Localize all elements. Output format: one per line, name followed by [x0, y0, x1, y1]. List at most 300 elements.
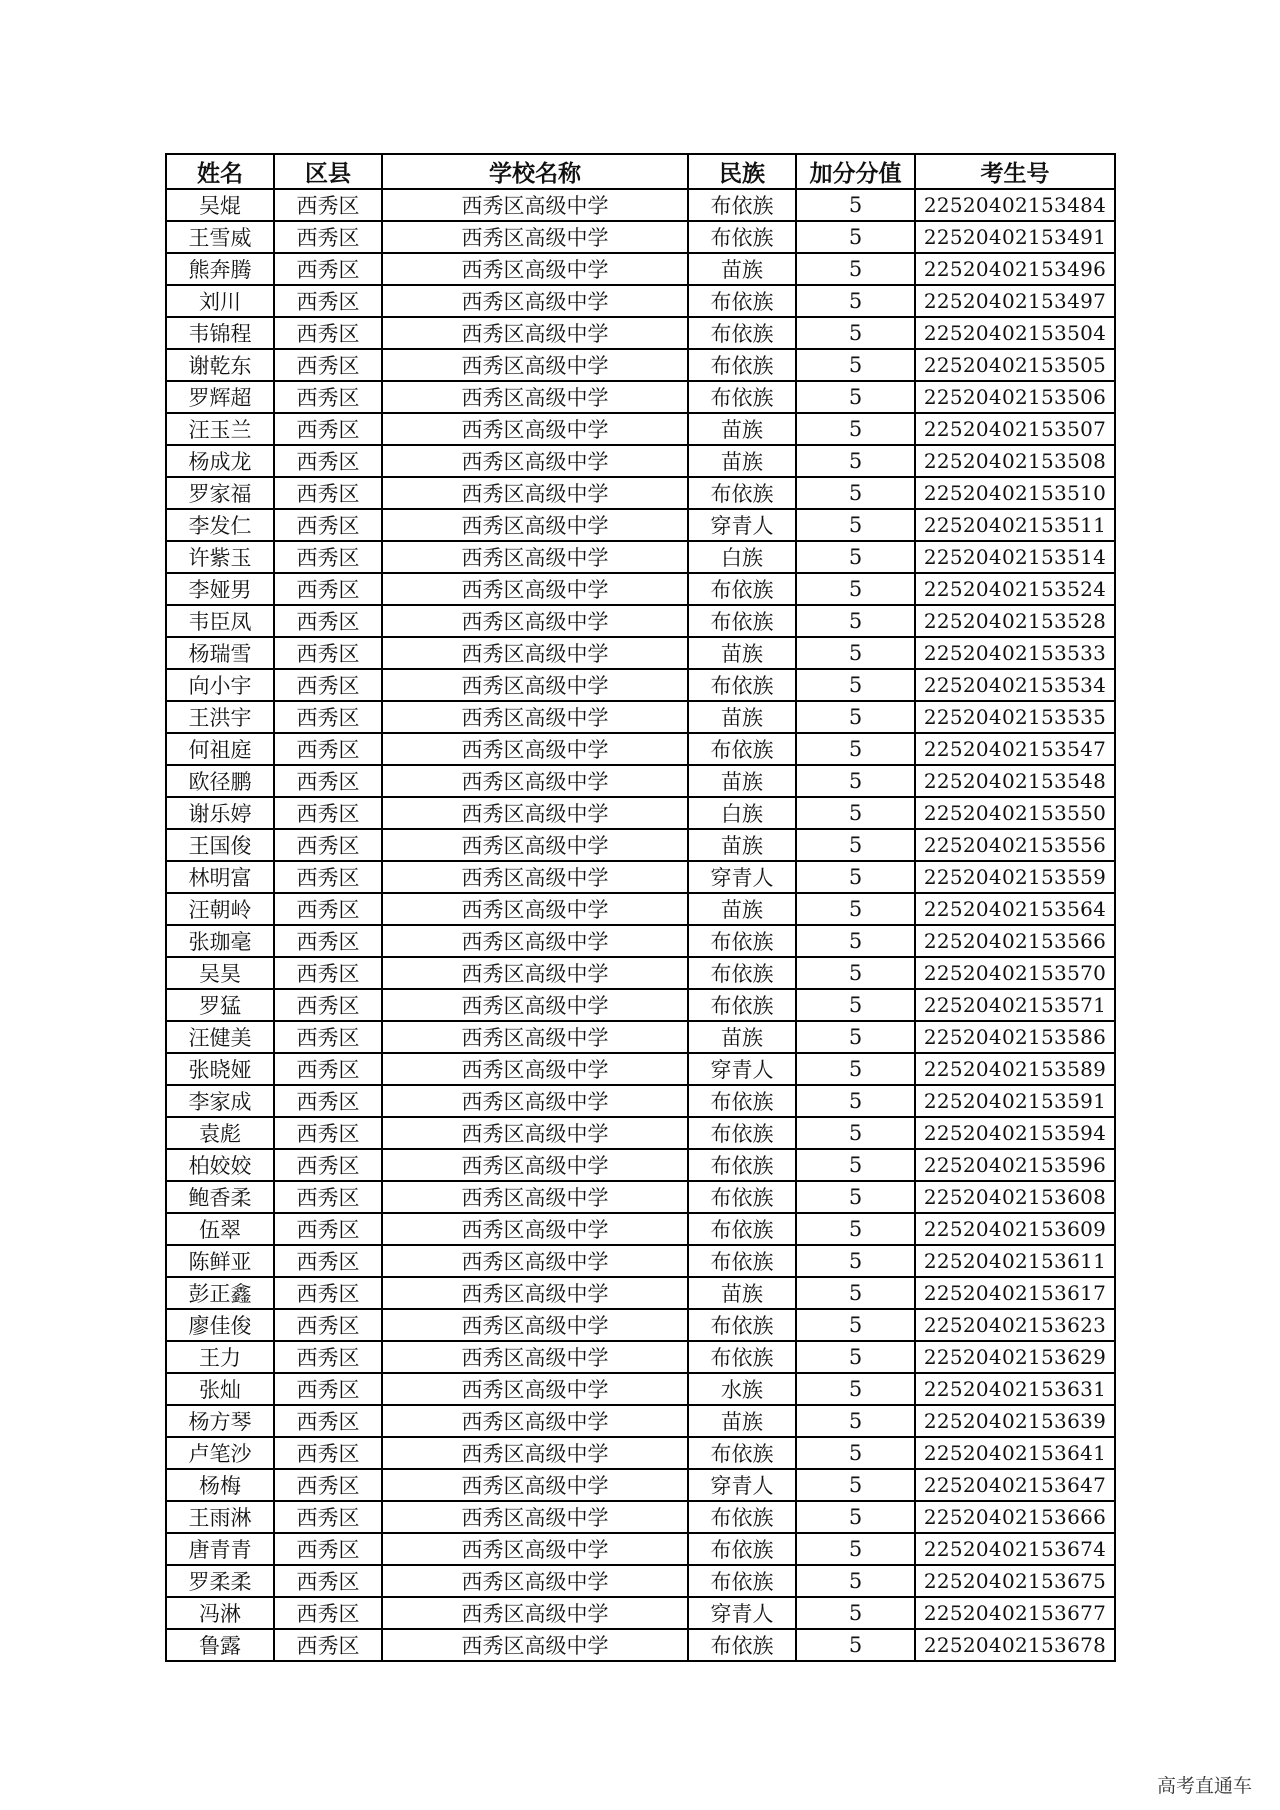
- table-row: [166, 1149, 1115, 1181]
- cell-name: 吴焜: [166, 189, 274, 221]
- cell-exam-number: 22520402153611: [915, 1245, 1115, 1277]
- cell-ethnicity: 布依族: [688, 1085, 796, 1117]
- cell-exam-number: 22520402153589: [915, 1053, 1115, 1085]
- cell-name: 彭正鑫: [166, 1277, 274, 1309]
- cell-district: 西秀区: [274, 1373, 382, 1405]
- cell-bonus: 5: [796, 1181, 915, 1213]
- cell-school: 西秀区高级中学: [382, 317, 688, 349]
- cell-district: 西秀区: [274, 1597, 382, 1629]
- cell-bonus: 5: [796, 605, 915, 637]
- cell-exam-number: 22520402153491: [915, 221, 1115, 253]
- watermark-text: 高考直通车: [1156, 1775, 1252, 1797]
- cell-name: 许紫玉: [166, 541, 274, 573]
- cell-bonus: 5: [796, 189, 915, 221]
- cell-school: 西秀区高级中学: [382, 733, 688, 765]
- cell-ethnicity: 苗族: [688, 445, 796, 477]
- table-row: [166, 1021, 1115, 1053]
- cell-school: 西秀区高级中学: [382, 701, 688, 733]
- cell-district: 西秀区: [274, 1021, 382, 1053]
- cell-name: 柏姣姣: [166, 1149, 274, 1181]
- cell-exam-number: 22520402153548: [915, 765, 1115, 797]
- cell-bonus: 5: [796, 797, 915, 829]
- cell-school: 西秀区高级中学: [382, 605, 688, 637]
- cell-name: 王洪宇: [166, 701, 274, 733]
- cell-exam-number: 22520402153504: [915, 317, 1115, 349]
- cell-exam-number: 22520402153677: [915, 1597, 1115, 1629]
- cell-exam-number: 22520402153609: [915, 1213, 1115, 1245]
- cell-bonus: 5: [796, 253, 915, 285]
- cell-name: 王力: [166, 1341, 274, 1373]
- table-row: [166, 733, 1115, 765]
- cell-school: 西秀区高级中学: [382, 765, 688, 797]
- cell-school: 西秀区高级中学: [382, 1533, 688, 1565]
- cell-exam-number: 22520402153675: [915, 1565, 1115, 1597]
- table-row: [166, 1277, 1115, 1309]
- cell-bonus: 5: [796, 637, 915, 669]
- cell-district: 西秀区: [274, 1181, 382, 1213]
- table-row: [166, 989, 1115, 1021]
- cell-ethnicity: 布依族: [688, 221, 796, 253]
- cell-school: 西秀区高级中学: [382, 349, 688, 381]
- cell-name: 冯淋: [166, 1597, 274, 1629]
- cell-bonus: 5: [796, 509, 915, 541]
- cell-bonus: 5: [796, 1213, 915, 1245]
- cell-school: 西秀区高级中学: [382, 477, 688, 509]
- cell-school: 西秀区高级中学: [382, 637, 688, 669]
- cell-name: 袁彪: [166, 1117, 274, 1149]
- cell-ethnicity: 布依族: [688, 957, 796, 989]
- cell-ethnicity: 布依族: [688, 669, 796, 701]
- cell-ethnicity: 穿青人: [688, 1597, 796, 1629]
- cell-ethnicity: 苗族: [688, 253, 796, 285]
- cell-district: 西秀区: [274, 925, 382, 957]
- cell-bonus: 5: [796, 829, 915, 861]
- table-row: [166, 509, 1115, 541]
- cell-name: 王国俊: [166, 829, 274, 861]
- table-row: [166, 1405, 1115, 1437]
- cell-bonus: 5: [796, 413, 915, 445]
- cell-ethnicity: 布依族: [688, 1533, 796, 1565]
- cell-exam-number: 22520402153629: [915, 1341, 1115, 1373]
- cell-name: 吴昊: [166, 957, 274, 989]
- cell-school: 西秀区高级中学: [382, 1213, 688, 1245]
- cell-ethnicity: 布依族: [688, 1437, 796, 1469]
- cell-district: 西秀区: [274, 861, 382, 893]
- cell-bonus: 5: [796, 1437, 915, 1469]
- cell-exam-number: 22520402153570: [915, 957, 1115, 989]
- cell-district: 西秀区: [274, 477, 382, 509]
- cell-district: 西秀区: [274, 509, 382, 541]
- table-body: [166, 189, 1115, 1661]
- cell-exam-number: 22520402153666: [915, 1501, 1115, 1533]
- cell-exam-number: 22520402153484: [915, 189, 1115, 221]
- cell-school: 西秀区高级中学: [382, 1245, 688, 1277]
- cell-bonus: 5: [796, 861, 915, 893]
- cell-district: 西秀区: [274, 1085, 382, 1117]
- cell-district: 西秀区: [274, 1053, 382, 1085]
- cell-exam-number: 22520402153559: [915, 861, 1115, 893]
- cell-exam-number: 22520402153631: [915, 1373, 1115, 1405]
- cell-bonus: 5: [796, 317, 915, 349]
- table-row: [166, 541, 1115, 573]
- table-row: [166, 1117, 1115, 1149]
- cell-bonus: 5: [796, 1597, 915, 1629]
- cell-exam-number: 22520402153678: [915, 1629, 1115, 1661]
- cell-ethnicity: 白族: [688, 797, 796, 829]
- table-row: [166, 1597, 1115, 1629]
- table-row: [166, 1085, 1115, 1117]
- cell-name: 张灿: [166, 1373, 274, 1405]
- cell-exam-number: 22520402153496: [915, 253, 1115, 285]
- table-row: [166, 381, 1115, 413]
- cell-school: 西秀区高级中学: [382, 1149, 688, 1181]
- cell-name: 汪朝岭: [166, 893, 274, 925]
- cell-ethnicity: 苗族: [688, 1277, 796, 1309]
- cell-ethnicity: 布依族: [688, 1629, 796, 1661]
- cell-ethnicity: 穿青人: [688, 861, 796, 893]
- table-row: [166, 1469, 1115, 1501]
- cell-ethnicity: 布依族: [688, 381, 796, 413]
- cell-district: 西秀区: [274, 445, 382, 477]
- cell-bonus: 5: [796, 1277, 915, 1309]
- cell-school: 西秀区高级中学: [382, 669, 688, 701]
- cell-name: 林明富: [166, 861, 274, 893]
- table-row: [166, 349, 1115, 381]
- table-row: [166, 1565, 1115, 1597]
- cell-school: 西秀区高级中学: [382, 1181, 688, 1213]
- header-exam-number: 考生号: [915, 154, 1115, 189]
- cell-exam-number: 22520402153647: [915, 1469, 1115, 1501]
- cell-bonus: 5: [796, 701, 915, 733]
- cell-name: 卢笔沙: [166, 1437, 274, 1469]
- cell-name: 李发仁: [166, 509, 274, 541]
- cell-exam-number: 22520402153639: [915, 1405, 1115, 1437]
- cell-ethnicity: 苗族: [688, 637, 796, 669]
- cell-ethnicity: 水族: [688, 1373, 796, 1405]
- cell-exam-number: 22520402153617: [915, 1277, 1115, 1309]
- cell-exam-number: 22520402153508: [915, 445, 1115, 477]
- cell-bonus: 5: [796, 893, 915, 925]
- cell-ethnicity: 苗族: [688, 701, 796, 733]
- cell-bonus: 5: [796, 573, 915, 605]
- table-row: [166, 797, 1115, 829]
- cell-name: 熊奔腾: [166, 253, 274, 285]
- cell-ethnicity: 穿青人: [688, 1469, 796, 1501]
- cell-school: 西秀区高级中学: [382, 1437, 688, 1469]
- cell-exam-number: 22520402153528: [915, 605, 1115, 637]
- cell-ethnicity: 穿青人: [688, 1053, 796, 1085]
- header-row: [166, 154, 1115, 189]
- cell-district: 西秀区: [274, 189, 382, 221]
- header-district: 区县: [274, 154, 382, 189]
- cell-exam-number: 22520402153641: [915, 1437, 1115, 1469]
- table-row: [166, 1629, 1115, 1661]
- table-row: [166, 1373, 1115, 1405]
- bonus-points-table: [165, 153, 1116, 1662]
- cell-school: 西秀区高级中学: [382, 221, 688, 253]
- cell-ethnicity: 布依族: [688, 189, 796, 221]
- cell-school: 西秀区高级中学: [382, 381, 688, 413]
- table-row: [166, 189, 1115, 221]
- cell-bonus: 5: [796, 669, 915, 701]
- cell-exam-number: 22520402153594: [915, 1117, 1115, 1149]
- cell-exam-number: 22520402153506: [915, 381, 1115, 413]
- cell-district: 西秀区: [274, 1469, 382, 1501]
- cell-district: 西秀区: [274, 797, 382, 829]
- cell-school: 西秀区高级中学: [382, 1277, 688, 1309]
- cell-school: 西秀区高级中学: [382, 829, 688, 861]
- cell-district: 西秀区: [274, 957, 382, 989]
- cell-ethnicity: 苗族: [688, 893, 796, 925]
- cell-name: 陈鲜亚: [166, 1245, 274, 1277]
- cell-ethnicity: 布依族: [688, 1117, 796, 1149]
- cell-district: 西秀区: [274, 573, 382, 605]
- cell-district: 西秀区: [274, 541, 382, 573]
- table-row: [166, 221, 1115, 253]
- cell-name: 汪玉兰: [166, 413, 274, 445]
- cell-school: 西秀区高级中学: [382, 1309, 688, 1341]
- cell-school: 西秀区高级中学: [382, 893, 688, 925]
- cell-exam-number: 22520402153566: [915, 925, 1115, 957]
- cell-name: 杨梅: [166, 1469, 274, 1501]
- cell-exam-number: 22520402153674: [915, 1533, 1115, 1565]
- cell-district: 西秀区: [274, 253, 382, 285]
- cell-school: 西秀区高级中学: [382, 1501, 688, 1533]
- cell-school: 西秀区高级中学: [382, 1053, 688, 1085]
- cell-name: 唐青青: [166, 1533, 274, 1565]
- cell-name: 李娅男: [166, 573, 274, 605]
- table-row: [166, 893, 1115, 925]
- cell-school: 西秀区高级中学: [382, 1085, 688, 1117]
- cell-exam-number: 22520402153505: [915, 349, 1115, 381]
- cell-ethnicity: 布依族: [688, 1565, 796, 1597]
- cell-exam-number: 22520402153524: [915, 573, 1115, 605]
- cell-school: 西秀区高级中学: [382, 541, 688, 573]
- cell-district: 西秀区: [274, 413, 382, 445]
- cell-name: 李家成: [166, 1085, 274, 1117]
- cell-name: 刘川: [166, 285, 274, 317]
- table-row: [166, 1213, 1115, 1245]
- header-name: 姓名: [166, 154, 274, 189]
- cell-bonus: 5: [796, 1405, 915, 1437]
- cell-school: 西秀区高级中学: [382, 1405, 688, 1437]
- cell-district: 西秀区: [274, 701, 382, 733]
- cell-bonus: 5: [796, 1245, 915, 1277]
- table-row: [166, 477, 1115, 509]
- cell-exam-number: 22520402153535: [915, 701, 1115, 733]
- cell-bonus: 5: [796, 445, 915, 477]
- table-row: [166, 1053, 1115, 1085]
- cell-school: 西秀区高级中学: [382, 957, 688, 989]
- cell-exam-number: 22520402153497: [915, 285, 1115, 317]
- cell-ethnicity: 布依族: [688, 1213, 796, 1245]
- cell-name: 伍翠: [166, 1213, 274, 1245]
- table-row: [166, 1437, 1115, 1469]
- cell-exam-number: 22520402153533: [915, 637, 1115, 669]
- cell-exam-number: 22520402153586: [915, 1021, 1115, 1053]
- cell-exam-number: 22520402153507: [915, 413, 1115, 445]
- cell-ethnicity: 苗族: [688, 413, 796, 445]
- cell-district: 西秀区: [274, 1565, 382, 1597]
- cell-district: 西秀区: [274, 765, 382, 797]
- header-school: 学校名称: [382, 154, 688, 189]
- cell-bonus: 5: [796, 733, 915, 765]
- cell-bonus: 5: [796, 765, 915, 797]
- cell-exam-number: 22520402153608: [915, 1181, 1115, 1213]
- cell-school: 西秀区高级中学: [382, 509, 688, 541]
- cell-exam-number: 22520402153564: [915, 893, 1115, 925]
- cell-ethnicity: 布依族: [688, 925, 796, 957]
- cell-name: 韦锦程: [166, 317, 274, 349]
- cell-district: 西秀区: [274, 605, 382, 637]
- cell-bonus: 5: [796, 1533, 915, 1565]
- table-row: [166, 605, 1115, 637]
- cell-bonus: 5: [796, 989, 915, 1021]
- cell-district: 西秀区: [274, 349, 382, 381]
- cell-name: 谢乾东: [166, 349, 274, 381]
- cell-ethnicity: 布依族: [688, 1309, 796, 1341]
- cell-school: 西秀区高级中学: [382, 445, 688, 477]
- table-row: [166, 317, 1115, 349]
- cell-bonus: 5: [796, 1373, 915, 1405]
- cell-district: 西秀区: [274, 1629, 382, 1661]
- cell-district: 西秀区: [274, 1213, 382, 1245]
- table-row: [166, 701, 1115, 733]
- cell-name: 杨方琴: [166, 1405, 274, 1437]
- cell-district: 西秀区: [274, 1309, 382, 1341]
- table-row: [166, 413, 1115, 445]
- cell-bonus: 5: [796, 1341, 915, 1373]
- cell-bonus: 5: [796, 1565, 915, 1597]
- cell-bonus: 5: [796, 1149, 915, 1181]
- cell-name: 鲍香柔: [166, 1181, 274, 1213]
- cell-school: 西秀区高级中学: [382, 861, 688, 893]
- cell-name: 张珈毫: [166, 925, 274, 957]
- cell-bonus: 5: [796, 221, 915, 253]
- table-row: [166, 829, 1115, 861]
- cell-name: 韦臣凤: [166, 605, 274, 637]
- header-bonus: 加分分值: [796, 154, 915, 189]
- cell-bonus: 5: [796, 1117, 915, 1149]
- cell-ethnicity: 布依族: [688, 605, 796, 637]
- cell-school: 西秀区高级中学: [382, 413, 688, 445]
- cell-ethnicity: 苗族: [688, 1405, 796, 1437]
- header-ethnicity: 民族: [688, 154, 796, 189]
- cell-ethnicity: 布依族: [688, 1245, 796, 1277]
- cell-ethnicity: 苗族: [688, 1021, 796, 1053]
- cell-name: 汪健美: [166, 1021, 274, 1053]
- cell-ethnicity: 布依族: [688, 1501, 796, 1533]
- cell-district: 西秀区: [274, 1341, 382, 1373]
- cell-district: 西秀区: [274, 1501, 382, 1533]
- cell-exam-number: 22520402153596: [915, 1149, 1115, 1181]
- cell-ethnicity: 布依族: [688, 733, 796, 765]
- table-row: [166, 1501, 1115, 1533]
- cell-school: 西秀区高级中学: [382, 1597, 688, 1629]
- cell-ethnicity: 布依族: [688, 1341, 796, 1373]
- cell-school: 西秀区高级中学: [382, 189, 688, 221]
- cell-exam-number: 22520402153534: [915, 669, 1115, 701]
- cell-name: 杨瑞雪: [166, 637, 274, 669]
- cell-bonus: 5: [796, 1469, 915, 1501]
- cell-bonus: 5: [796, 1501, 915, 1533]
- cell-name: 向小宇: [166, 669, 274, 701]
- cell-ethnicity: 布依族: [688, 989, 796, 1021]
- cell-district: 西秀区: [274, 829, 382, 861]
- table-row: [166, 1533, 1115, 1565]
- cell-exam-number: 22520402153511: [915, 509, 1115, 541]
- table-row: [166, 253, 1115, 285]
- cell-name: 谢乐婷: [166, 797, 274, 829]
- cell-district: 西秀区: [274, 1533, 382, 1565]
- cell-school: 西秀区高级中学: [382, 797, 688, 829]
- cell-ethnicity: 布依族: [688, 573, 796, 605]
- cell-school: 西秀区高级中学: [382, 989, 688, 1021]
- cell-name: 杨成龙: [166, 445, 274, 477]
- cell-name: 鲁露: [166, 1629, 274, 1661]
- cell-exam-number: 22520402153623: [915, 1309, 1115, 1341]
- cell-ethnicity: 布依族: [688, 1181, 796, 1213]
- cell-district: 西秀区: [274, 669, 382, 701]
- cell-exam-number: 22520402153550: [915, 797, 1115, 829]
- table-row: [166, 445, 1115, 477]
- cell-exam-number: 22520402153591: [915, 1085, 1115, 1117]
- table-row: [166, 1245, 1115, 1277]
- cell-bonus: 5: [796, 349, 915, 381]
- cell-name: 廖佳俊: [166, 1309, 274, 1341]
- cell-bonus: 5: [796, 1085, 915, 1117]
- cell-district: 西秀区: [274, 989, 382, 1021]
- cell-name: 罗猛: [166, 989, 274, 1021]
- cell-school: 西秀区高级中学: [382, 253, 688, 285]
- table-row: [166, 669, 1115, 701]
- cell-bonus: 5: [796, 477, 915, 509]
- cell-bonus: 5: [796, 1309, 915, 1341]
- cell-school: 西秀区高级中学: [382, 285, 688, 317]
- cell-ethnicity: 布依族: [688, 1149, 796, 1181]
- table-row: [166, 573, 1115, 605]
- cell-school: 西秀区高级中学: [382, 573, 688, 605]
- cell-name: 欧径鹏: [166, 765, 274, 797]
- cell-exam-number: 22520402153510: [915, 477, 1115, 509]
- cell-ethnicity: 布依族: [688, 349, 796, 381]
- cell-ethnicity: 布依族: [688, 285, 796, 317]
- cell-school: 西秀区高级中学: [382, 1021, 688, 1053]
- cell-bonus: 5: [796, 957, 915, 989]
- table-row: [166, 861, 1115, 893]
- cell-ethnicity: 布依族: [688, 477, 796, 509]
- cell-district: 西秀区: [274, 221, 382, 253]
- cell-district: 西秀区: [274, 1437, 382, 1469]
- cell-district: 西秀区: [274, 1245, 382, 1277]
- cell-district: 西秀区: [274, 317, 382, 349]
- cell-school: 西秀区高级中学: [382, 1341, 688, 1373]
- cell-bonus: 5: [796, 285, 915, 317]
- table-row: [166, 1181, 1115, 1213]
- cell-exam-number: 22520402153547: [915, 733, 1115, 765]
- cell-bonus: 5: [796, 381, 915, 413]
- cell-district: 西秀区: [274, 893, 382, 925]
- cell-bonus: 5: [796, 925, 915, 957]
- cell-school: 西秀区高级中学: [382, 1469, 688, 1501]
- cell-school: 西秀区高级中学: [382, 1117, 688, 1149]
- cell-name: 罗辉超: [166, 381, 274, 413]
- cell-name: 何祖庭: [166, 733, 274, 765]
- cell-bonus: 5: [796, 541, 915, 573]
- cell-district: 西秀区: [274, 733, 382, 765]
- cell-ethnicity: 白族: [688, 541, 796, 573]
- cell-school: 西秀区高级中学: [382, 1629, 688, 1661]
